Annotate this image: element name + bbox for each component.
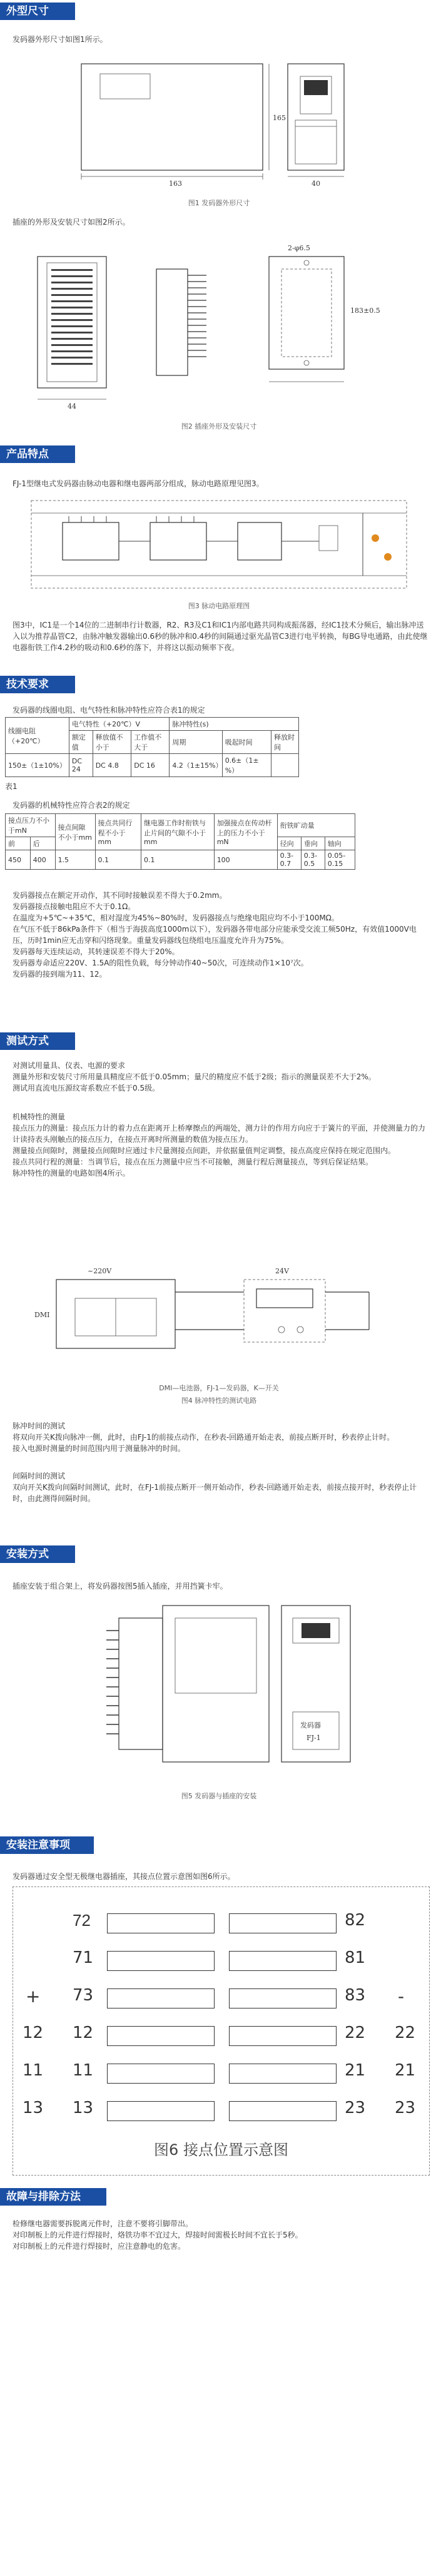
pulse-block xyxy=(13,1420,428,1454)
contact-box xyxy=(229,2101,337,2121)
contact-box xyxy=(229,1951,337,1971)
spec-line: 发码器接点接触电阻应不大于0.1Ω。 xyxy=(13,902,136,911)
trouble-line: 对印制板上的元件进行焊接时，烙铁功率不宜过大，焊接时间需极长时间不宜长于5秒。 xyxy=(13,2231,303,2239)
fig6-left-13: 13 xyxy=(73,2099,94,2117)
fig3-circuit-diagram xyxy=(25,494,413,601)
fig1-caption: 图1 发码器外形尺寸 xyxy=(188,199,250,207)
spec-line: 发码器每天连续运动，其转速误差不得大于20%。 xyxy=(13,947,180,956)
test-line: 测试用直流电压源纹寄系数应不低于0.5级。 xyxy=(13,1084,160,1092)
fig6-right-83: 83 xyxy=(345,1986,366,2005)
spec-lines xyxy=(13,890,428,980)
t2-v-stroke: 0.1 xyxy=(95,850,141,870)
t2-h-force: 加强接点在传动杆上的压力不小于mN xyxy=(214,814,277,850)
fig2-socket-drawing xyxy=(13,232,425,419)
fig1-outline-drawing xyxy=(75,51,369,195)
trouble-line: 检修继电器需要拆脱离元件时，注意不要将引脚带出。 xyxy=(13,2219,193,2228)
fig6-outer-12: 12 xyxy=(23,2024,44,2042)
contact-box xyxy=(107,2026,215,2046)
fig4-dmi-label: DMI xyxy=(34,1311,50,1319)
t1-h-pickup: 释放值不小于 xyxy=(93,731,131,754)
fig6-left-12: 12 xyxy=(73,2024,94,2042)
spec-table-2 xyxy=(5,813,355,870)
t1-v-pickup: DC 4.8 xyxy=(93,754,131,777)
mech-line: 测量接点间隙时，测量接点间隙时应通过卡尺量测接点间距，并依据量值判定调整，接点高度应保持在规定范围内。 xyxy=(13,1146,396,1155)
mech-line: 脉冲特性的测量的电路如图4所示。 xyxy=(13,1169,130,1178)
install-intro: 插座安装于组合架上，将发码器按图5插入插座，并用挡簧卡牢。 xyxy=(13,1582,228,1591)
t2-h-shaft: 轴向 xyxy=(325,837,355,850)
fig6-plus: + xyxy=(26,1986,41,2007)
dim-163: 163 xyxy=(169,180,182,188)
t2-h-front: 前 xyxy=(6,837,31,850)
contact-box xyxy=(107,1951,215,1971)
t1-v-release-t xyxy=(271,754,299,777)
t2-h-axial: 径向 xyxy=(277,837,301,850)
trouble-line: 对印制板上的元件进行焊接时，应注意静电的危害。 xyxy=(13,2242,186,2251)
fig6-left-11: 11 xyxy=(73,2061,94,2080)
t2-h-vertical: 垂向 xyxy=(301,837,325,850)
t2-v-force: 100 xyxy=(214,850,277,870)
interval-block xyxy=(13,1470,428,1504)
fig6-outer-21: 21 xyxy=(395,2061,416,2080)
features-intro: FJ-1型继电式发码器由脉动电器和继电器两部分组成，脉动电路原理见图3。 xyxy=(13,479,264,488)
spec-line: 在气压不低于86kPa条件下（相当于海拔高度1000m以下），发码器各带电部分应能承受交流工频50Hz，有效值1000V电压，历时1min应无击穿和闪络现象。重量发码器线包绕组电压温度允许升为75%。 xyxy=(13,925,417,945)
interval-line: 双向开关K拨向间隔时间测试，此时，在FJ-1前接点断开一侧开始动作，秒表-回路通开始走表，前接点接开时，秒表停止计时，由此测得间隔时间。 xyxy=(13,1483,417,1503)
t1-h-release-t: 释放时间 xyxy=(271,731,299,754)
fig4-v220: ~220V xyxy=(88,1267,112,1275)
section-header-notes: 安装注意事项 xyxy=(0,1836,94,1854)
dims-intro: 发码器外形尺寸如图1所示。 xyxy=(13,35,108,44)
fig6-right-81: 81 xyxy=(345,1948,366,1967)
t2-h-gap: 接点间隙不小于mm xyxy=(55,814,95,850)
dim-phi: 2-φ6.5 xyxy=(288,244,310,252)
fig6-caption: 图6 接点位置示意图 xyxy=(154,2141,288,2159)
fig6-contact-diagram xyxy=(13,1886,430,2176)
t1-h-period: 周期 xyxy=(170,731,222,754)
fig5-label-front: 发码器 xyxy=(300,1721,321,1729)
contact-box xyxy=(107,1988,215,2008)
contact-box xyxy=(229,2064,337,2084)
contact-box xyxy=(107,1913,215,1933)
specs-intro: 发码器的线圈电阻、电气特性和脉冲特性应符合表1的规定 xyxy=(13,706,205,715)
notes-intro: 发码器通过安全型无极继电器插座，其接点位置示意图如图6所示。 xyxy=(13,1872,235,1881)
t1-v-rated: DC 24 xyxy=(69,754,93,777)
interval-title: 间隔时间的测试 xyxy=(13,1472,66,1480)
t2-v-back: 400 xyxy=(30,850,55,870)
fig6-outer-13: 13 xyxy=(23,2099,44,2117)
t2-v-front: 450 xyxy=(6,850,31,870)
fig5-install-drawing xyxy=(94,1599,357,1787)
dim-44: 44 xyxy=(68,402,76,410)
t2-v-shaft: 0.05-0.15 xyxy=(325,850,355,870)
t1-v-release: DC 16 xyxy=(131,754,170,777)
contact-box xyxy=(229,1988,337,2008)
t1-h-pickup-t: 吸起时间 xyxy=(222,731,271,754)
fig6-right-21: 21 xyxy=(345,2061,366,2080)
spec-line: 发码器的接到端为11、12。 xyxy=(13,970,107,979)
fig6-outer-11: 11 xyxy=(23,2061,44,2080)
fig6-outer-22: 22 xyxy=(395,2024,416,2042)
fig5-caption: 图5 发码器与插座的安装 xyxy=(181,1792,257,1800)
test-line: 测量外形和安装尺寸所用量具精度应不低于0.05mm；量尺的精度应不低于2级；指示的测量误差不大于2%。 xyxy=(13,1072,376,1081)
pulse-line: 接入电源时测量的时间范围内用于测量脉冲的时间。 xyxy=(13,1444,186,1453)
section-header-dims: 外型尺寸 xyxy=(0,3,75,20)
contact-box xyxy=(229,1913,337,1933)
contact-box xyxy=(229,2026,337,2046)
t2-v-vertical: 0.3-0.5 xyxy=(301,850,325,870)
spec-table-1 xyxy=(5,717,299,777)
fig6-right-82: 82 xyxy=(345,1911,366,1930)
t2-h-contact: 接点压力不小于mN xyxy=(6,814,56,837)
t2-h-stroke: 接点共同行程不小于mm xyxy=(95,814,141,850)
socket-intro: 插座的外形及安装尺寸如图2所示。 xyxy=(13,218,130,227)
t2-v-armature: 0.1 xyxy=(141,850,215,870)
spec-line: 发码器接点在额定开动作，其不同时接触误差不得大于0.2mm。 xyxy=(13,891,227,900)
mech-title: 机械特性的测量 xyxy=(13,1112,66,1121)
t1-h-pulse: 脉冲特性(s) xyxy=(170,718,299,731)
features-para: 图3中，IC1是一个14位的二进制串行计数器，R2、R3及C1和IC1内部电路共同构成振荡器，经IC1技术分频后，输出脉冲送入以为推荐晶管C2，由脉冲触发器输出0.6秒的脉冲和0.4秒的间隔通过驱光晶管C3进行电平转换，每BG导电通路，由此使继电器衔铁工作4.2秒的吸动和0.6秒的落下，并将这以振动频率下夜。 xyxy=(13,621,428,652)
section-header-specs: 技术要求 xyxy=(0,676,75,693)
t1-v-period: 4.2（1±15%） xyxy=(170,754,222,777)
trouble-lines xyxy=(13,2218,428,2252)
t1-v-pickup-t: 0.6±（1±%） xyxy=(222,754,271,777)
fig6-left-73: 73 xyxy=(73,1986,94,2005)
fig4-legend: DMI—电池器，FJ-1—发码器，K—开关 xyxy=(159,1384,279,1392)
contact-box xyxy=(107,2101,215,2121)
pulse-line: 将双向开关K拨向脉冲一侧，此时，由FJ-1的前接点动作，在秒表-回路通开始走表，前接点断开时，秒表停止计时。 xyxy=(13,1433,395,1442)
section-header-test: 测试方式 xyxy=(0,1032,75,1050)
t1-h-rated: 额定值 xyxy=(69,731,93,754)
fig3-caption: 图3 脉动电路原理图 xyxy=(188,602,250,610)
fig6-right-23: 23 xyxy=(345,2099,366,2117)
fig2-caption: 图2 插座外形及安装尺寸 xyxy=(181,422,257,430)
t1-v-res: 150±（1±10%） xyxy=(6,754,69,777)
fig6-left-72: 72 xyxy=(73,1911,91,1930)
fig4-test-circuit xyxy=(31,1255,407,1380)
fig4-caption: 图4 脉冲特性的测试电路 xyxy=(181,1397,257,1405)
t2-v-axial: 0.3-0.7 xyxy=(277,850,301,870)
test-lines xyxy=(13,1060,428,1094)
t1-h-elec: 电气特性（+20℃）V xyxy=(69,718,169,731)
mech-line: 接点压力的测量：接点压力计的着力点在距离开上桥摩擦点的两端处，测力计的作用方向应于于簧片的平面，并使测量力的力计读持表头刚触点的接点压力，在接点开离时所测量的数值为接点压力。 xyxy=(13,1124,426,1144)
section-header-install: 安装方式 xyxy=(0,1545,75,1563)
t2-h-wear: 衔铁旷动量 xyxy=(277,814,355,837)
fig6-right-22: 22 xyxy=(345,2024,366,2042)
contact-box xyxy=(107,2064,215,2084)
test-line: 对测试用量具、仪表、电源的要求 xyxy=(13,1061,126,1070)
pulse-title: 脉冲时间的测试 xyxy=(13,1422,66,1430)
mech-block xyxy=(13,1111,428,1179)
section-header-trouble: 故障与排除方法 xyxy=(0,2188,106,2206)
spec-line: 在温度为+5℃~+35℃，相对湿度为45%~80%时，发码器接点与绝缘电阻应均不小于100MΩ。 xyxy=(13,914,339,922)
section-header-features: 产品特点 xyxy=(0,445,75,463)
specs-intro2: 发码器的机械特性应符合表2的规定 xyxy=(13,801,130,810)
t2-h-back: 后 xyxy=(30,837,55,850)
t2-v-gap: 1.5 xyxy=(55,850,95,870)
dim-183: 183±0.5 xyxy=(350,307,380,315)
t1-h-release: 工作值不大于 xyxy=(131,731,170,754)
t2-h-armature: 继电器工作时衔铁与止片间的气隙不小于mm xyxy=(141,814,215,850)
fig6-left-71: 71 xyxy=(73,1948,94,1967)
mech-line: 接点共同行程的测量：当调节后，接点在压力测量中应当不可接触，测量行程后测量接点，等到后保证结果。 xyxy=(13,1158,373,1166)
t1-h-res: 线圈电阻 （+20℃） xyxy=(6,718,69,754)
fig4-v24: 24V xyxy=(275,1267,289,1275)
fig5-label-type: FJ-1 xyxy=(307,1734,321,1742)
spec-line: 发码器寿命适应220V、1.5A的阻性负载，每分钟动作40~50次，可连续动作1×10⁷次。 xyxy=(13,959,308,967)
dim-40: 40 xyxy=(312,180,320,188)
fig6-minus: - xyxy=(398,1986,405,2007)
table1-label: 表1 xyxy=(5,782,18,791)
fig6-outer-23: 23 xyxy=(395,2099,416,2117)
dim-165: 165 xyxy=(273,114,286,122)
